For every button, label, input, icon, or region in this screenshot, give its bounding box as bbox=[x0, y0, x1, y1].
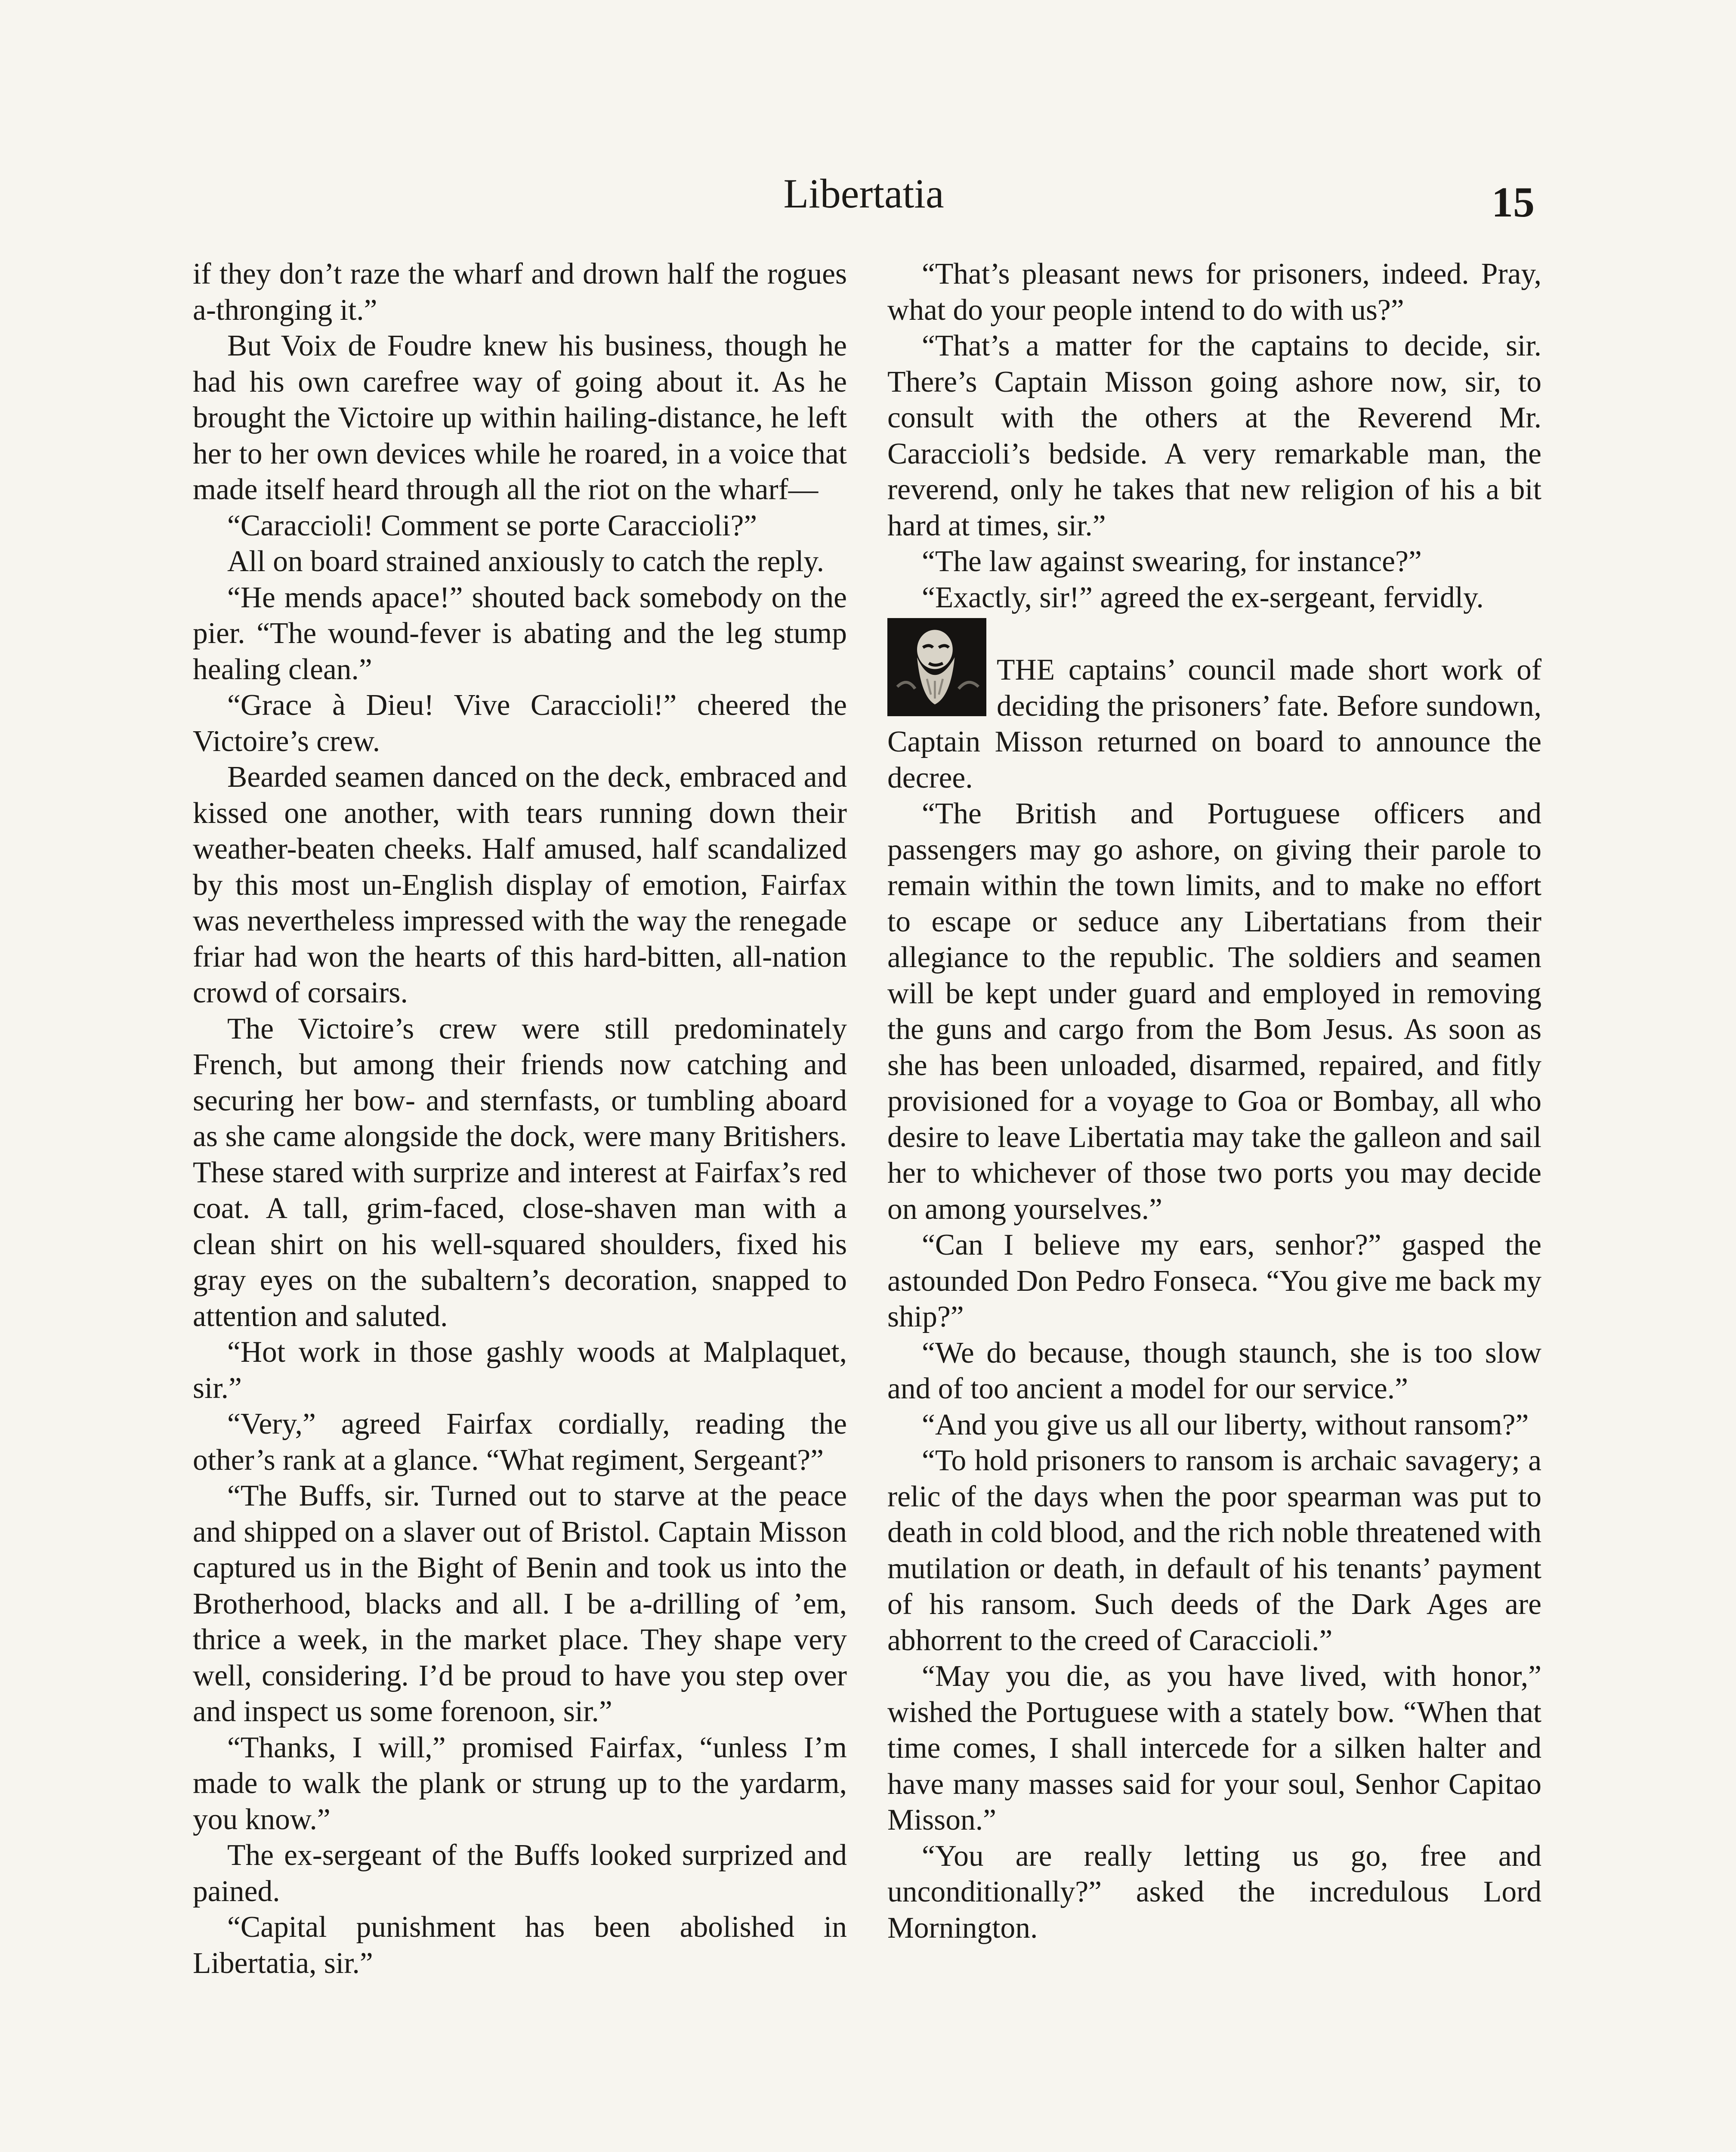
paragraph: “To hold prisoners to ransom is archaic savagery; a relic of the days when the poor spearman was put to death in cold blood, and the rich noble threatened with mutilation or death, in default of his tenants’ payment of his ransom. Such deeds of the Dark Ages are abhorrent to the creed of Caraccioli.” bbox=[887, 1444, 1541, 1657]
paragraph: “That’s a matter for the captains to decide, sir. There’s Captain Misson going ashore now, sir, to consult with the others at the Reverend Mr. Caraccioli’s bedside. A very remarkable man, the reverend, only he takes that new religion of his a bit hard at times, sir.” bbox=[887, 329, 1541, 542]
running-head: Libertatia bbox=[783, 170, 944, 216]
paragraph: “We do because, though staunch, she is too slow and of too ancient a model for our service.” bbox=[887, 1336, 1541, 1405]
paragraph: But Voix de Foudre knew his business, though he had his own carefree way of going about it. As he brought the Victoire up within hailing-distance, he left her to her own devices while he roared, in a voice that made itself heard through all the riot on the wharf— bbox=[193, 329, 847, 506]
paragraph: “And you give us all our liberty, without ransom?” bbox=[922, 1408, 1529, 1441]
paragraph: “May you die, as you have lived, with honor,” wished the Portuguese with a stately bow. “When that time comes, I shall intercede for a silken halter and have many masses said for your soul, Senhor Capitao Misson.” bbox=[887, 1660, 1541, 1837]
paragraph: “He mends apace!” shouted back somebody on the pier. “The wound-fever is abating and the leg stump healing clean.” bbox=[193, 581, 847, 686]
paragraph: “The British and Portuguese officers and passengers may go ashore, on giving their parole to remain within the town limits, and to make no effort to escape or seduce any Libertatians from their allegiance to the republic. The soldiers and seamen will be kept under guard and employed in removing the guns and cargo from the Bom Jesus. As soon as she has been unloaded, disarmed, repaired, and fitly provisioned for a voyage to Goa or Bombay, all who desire to leave Libertatia may take the galleon and sail her to whichever of those two ports you may decide on among yourselves.” bbox=[887, 797, 1541, 1226]
paragraph: “Exactly, sir!” agreed the ex-sergeant, fervidly. bbox=[922, 581, 1484, 614]
paragraph: The Victoire’s crew were still predominately French, but among their friends now catching and securing her bow- and sternfasts, or tumbling aboard as she came alongside the dock, were many Britishers. These stared with surprize and interest at Fairfax’s red coat. A tall, grim-faced, close-shaven man with a clean shirt on his well-squared shoulders, fixed his gray eyes on the subaltern’s decoration, snapped to attention and saluted. bbox=[193, 1012, 847, 1333]
paragraph: “You are really letting us go, free and unconditionally?” asked the incredulous Lord Mornington. bbox=[887, 1839, 1541, 1945]
paragraph: The ex-sergeant of the Buffs looked surprized and pained. bbox=[193, 1839, 847, 1908]
paragraph: “The Buffs, sir. Turned out to starve at the peace and shipped on a slaver out of Bristol. Captain Misson captured us in the Bight of Benin and took us into the Brotherhood, blacks and all. I be a-drilling of ’em, thrice a week, in the market place. They shape very well, considering. I’d be proud to have you step over and inspect us some forenoon, sir.” bbox=[193, 1479, 847, 1728]
paragraph: “Capital punishment has been abolished in Libertatia, sir.” bbox=[193, 1911, 847, 1980]
left-column bbox=[193, 256, 847, 2152]
paragraph: “Thanks, I will,” promised Fairfax, “unless I’m made to walk the plank or strung up to the yardarm, you know.” bbox=[193, 1731, 847, 1836]
paragraph: All on board strained anxiously to catch the reply. bbox=[227, 545, 825, 578]
right-column bbox=[887, 256, 1541, 2152]
paragraph: Bearded seamen danced on the deck, embraced and kissed one another, with tears running down their weather-beaten cheeks. Half amused, half scandalized by this most un-English display of emotion, Fairfax was nevertheless impressed with the way the renegade friar had won the hearts of this hard-bitten, all-nation crowd of corsairs. bbox=[193, 761, 847, 1009]
paragraph: “The law against swearing, for instance?” bbox=[922, 545, 1422, 578]
paragraph: “That’s pleasant news for prisoners, indeed. Pray, what do your people intend to do with us?” bbox=[887, 257, 1541, 327]
paragraph: “Grace à Dieu! Vive Caraccioli!” cheered the Victoire’s crew. bbox=[193, 689, 847, 758]
paragraph: if they don’t raze the wharf and drown half the rogues a-thronging it.” bbox=[193, 257, 847, 327]
paragraph: “Very,” agreed Fairfax cordially, reading the other’s rank at a glance. “What regiment, Sergeant?” bbox=[193, 1407, 847, 1477]
paragraph: “Hot work in those gashly woods at Malplaquet, sir.” bbox=[193, 1336, 847, 1405]
section-opening-paragraph: THE captains’ council made short work of deciding the prisoners’ fate. Before sundown, Captain Misson returned on board to announce the decree. bbox=[887, 653, 1541, 795]
paragraph: “Caraccioli! Comment se porte Caraccioli?” bbox=[227, 509, 757, 542]
page-header bbox=[193, 170, 1535, 226]
bearded-face-portrait-icon bbox=[887, 618, 986, 716]
paragraph: “Can I believe my ears, senhor?” gasped the astounded Don Pedro Fonseca. “You give me back my ship?” bbox=[887, 1228, 1541, 1333]
page-number: 15 bbox=[1492, 178, 1535, 226]
